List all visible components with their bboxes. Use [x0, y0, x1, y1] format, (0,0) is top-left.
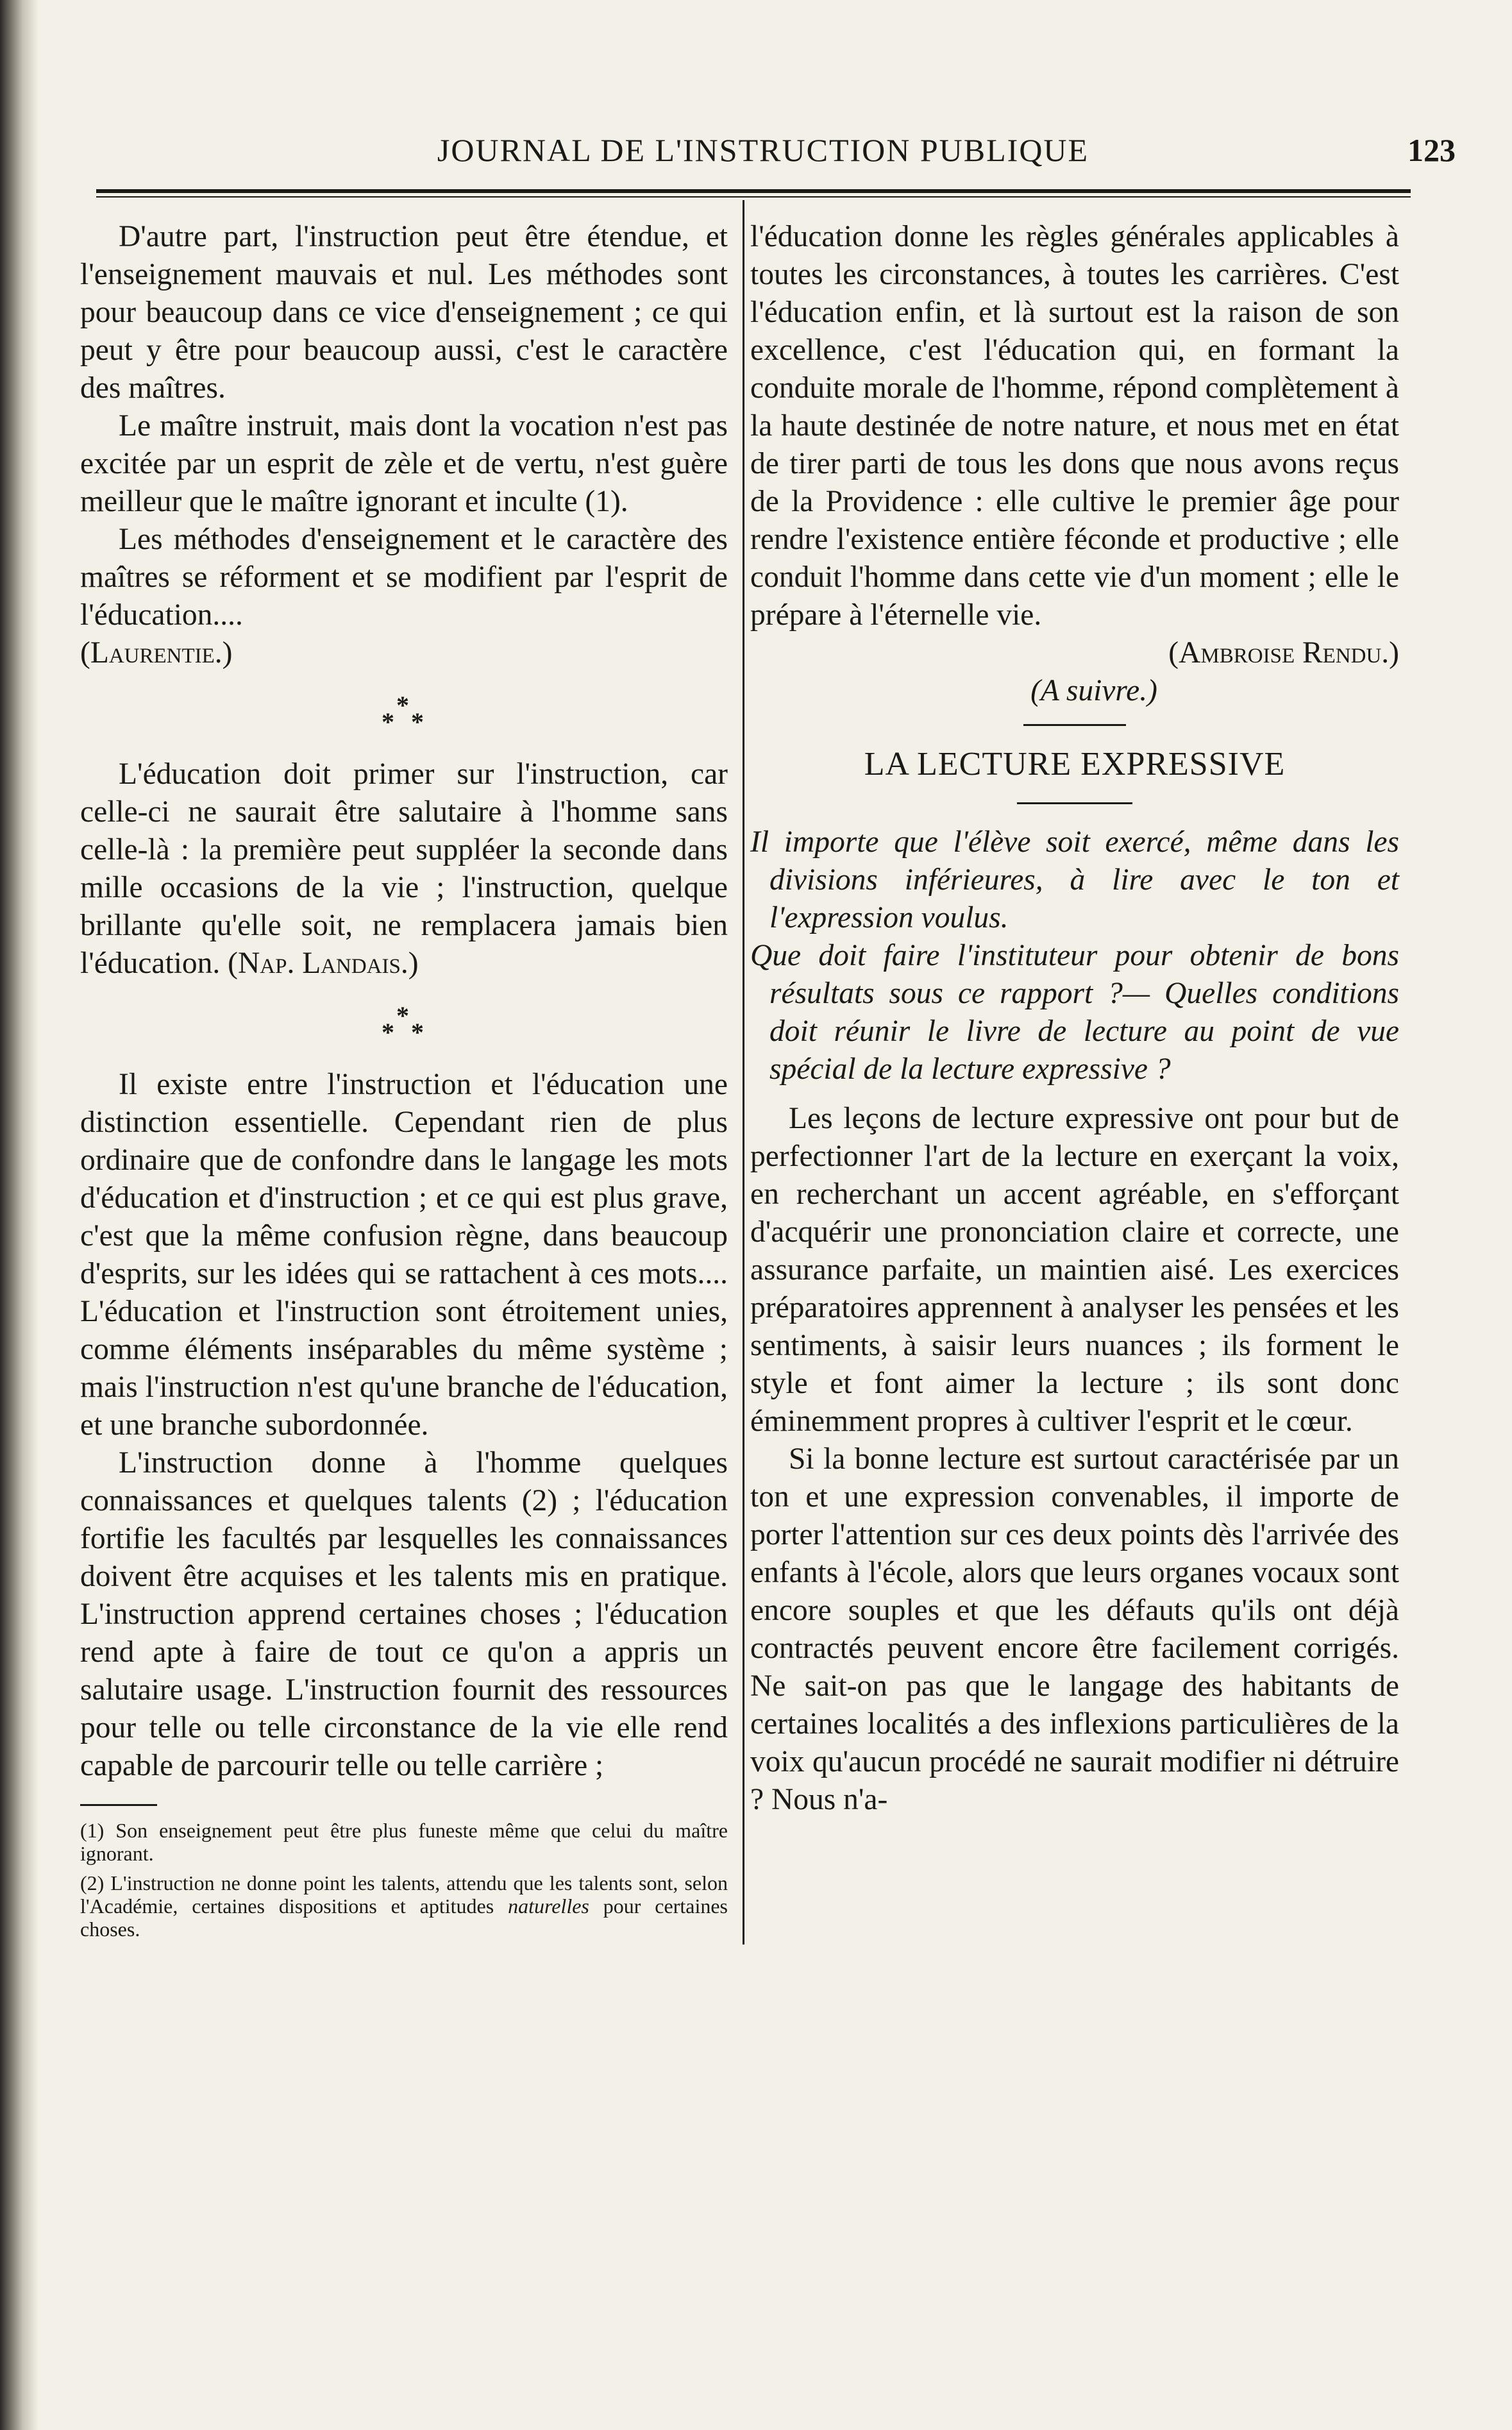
- asterism-star: *: [382, 707, 394, 736]
- footnote-1: (1) Son enseignement peut être plus funeste même que celui du maître ignorant.: [80, 1819, 728, 1865]
- attribution: (Ambroise Rendu.): [1168, 636, 1399, 670]
- footnote-rule: [80, 1804, 157, 1806]
- footnotes: [80, 1819, 728, 1941]
- page-header: [0, 131, 1512, 183]
- paragraph: [80, 755, 728, 983]
- asterism-star: *: [411, 1018, 424, 1047]
- running-title: JOURNAL DE L'INSTRUCTION PUBLIQUE: [437, 132, 1089, 168]
- paragraph: l'éducation donne les règles générales applicables à toutes les circonstances, à toutes les carrières. C'est l'éducation enfin, et là surtout est la raison de son excellence, c'est l'éducation qui, en formant la conduite morale de l'homme, répond complètement à la haute destinée de notre nature, et nous met en état de tirer parti de tous les dons que nous avons reçus de la Providence : elle cultive le premier âge pour rendre l'existence entière féconde et productive ; elle conduit l'homme dans cette vie d'un moment ; elle le prépare à l'éternelle vie.: [750, 220, 1399, 632]
- spacer: [750, 1088, 1399, 1100]
- paragraph: D'autre part, l'instruction peut être étendue, et l'enseignement mauvais et nul. Les méthodes sont pour beaucoup dans ce vice d'enseignement ; ce qui peut y être pour beaucoup aussi, c'est le caractère des maîtres.: [80, 220, 728, 405]
- asterism-star: *: [382, 1018, 394, 1047]
- to-be-continued: (A suivre.): [1030, 674, 1157, 707]
- column-divider: [743, 200, 744, 1945]
- left-column: [80, 218, 728, 1947]
- paragraph: Il existe entre l'instruction et l'éducation une distinction essentielle. Cependant rien de plus ordinaire que de confondre dans le langage les mots d'éducation et d'instruction ; et ce qui est plus grave, c'est que la même confusion règne, dans beaucoup d'esprits, sur les idées qui se rattachent à ces mots.... L'éducation et l'instruction sont étroitement unies, comme éléments inséparables du même système ; mais l'instruction n'est qu'une branche de l'éducation, et une branche subordonnée.: [80, 1068, 728, 1442]
- right-column: [750, 218, 1399, 1819]
- section-title: LA LECTURE EXPRESSIVE: [864, 746, 1286, 782]
- title-rule: [1017, 802, 1132, 804]
- subject-question: Que doit faire l'instituteur pour obtenir de bons résultats sous ce rapport ?— Quelles conditions doit réunir le livre de lecture au point de vue spécial de la lecture expressive ?: [750, 939, 1399, 1086]
- header-rule: [96, 189, 1411, 193]
- page-number: 123: [1407, 132, 1456, 168]
- paragraph: L'instruction donne à l'homme quelques connaissances et quelques talents (2) ; l'éducation fortifie les facultés par lesquelles les connaissances doivent être acquises et les talents mis en pratique. L'instruction apprend certaines choses ; l'éducation rend apte à faire de tout ce qu'on a appris un salutaire usage. L'instruction fournit des ressources pour telle ou telle circonstance de la vie elle rend capable de parcourir telle ou telle carrière ;: [80, 1446, 728, 1782]
- paragraph: Si la bonne lecture est surtout caractérisée par un ton et une expression convenables, il importe de porter l'attention sur ces deux points dès l'arrivée des enfants à l'école, alors que leurs organes vocaux sont encore souples et que les défauts qu'ils ont déjà contractés peuvent encore être facilement corrigés. Ne sait-on pas que le langage des habitants de certaines localités a des inflexions particulières de la voix qu'aucun procédé ne saurait modifier ni détruire ? Nous n'a-: [750, 1442, 1399, 1816]
- paragraph-text: Les méthodes d'enseignement et le caractère des maîtres se réforment et se modifient par l'esprit de l'éducation....: [80, 523, 728, 632]
- asterism-divider: [80, 672, 728, 755]
- attribution: (Nap. Landais.): [228, 947, 419, 980]
- attribution: (Laurentie.): [80, 636, 233, 670]
- paragraph-text: L'éducation doit primer sur l'instruction, car celle-ci ne saurait être salutaire à l'homme sans celle-là : la première peut suppléer la seconde dans mille occasions de la vie ; l'instruction, quelque brillante qu'elle soit, ne remplacera jamais bien l'éducation.: [80, 757, 728, 980]
- header-rule-thin: [96, 196, 1411, 198]
- asterism-star: *: [396, 691, 409, 720]
- paragraph: Les leçons de lecture expressive ont pour but de perfectionner l'art de la lecture en exerçant la voix, en recherchant un accent agréable, en s'efforçant d'acquérir une prononciation claire et correcte, une assurance parfaite, un maintien aisé. Les exercices préparatoires apprennent à analyser les pensées et les sentiments, à saisir leurs nuances ; ils forment le style et font aimer la lecture ; ils sont donc éminemment propres à cultiver l'esprit et le cœur.: [750, 1102, 1399, 1438]
- paragraph: [80, 521, 728, 672]
- asterism-star: *: [411, 707, 424, 736]
- footnote-2: (2) L'instruction ne donne point les talents, attendu que les talents sont, selon l'Académie, certaines dispositions et aptitudes naturelles pour certaines choses.: [80, 1871, 728, 1941]
- page-binding-edge: [0, 0, 38, 2430]
- subject-question: Il importe que l'élève soit exercé, même dans les divisions inférieures, à lire avec le ton et l'expression voulus.: [750, 825, 1399, 934]
- asterism-divider: [80, 983, 728, 1066]
- asterism-star: *: [396, 1001, 409, 1030]
- paragraph: Le maître instruit, mais dont la vocation n'est pas excitée par un esprit de zèle et de vertu, n'est guère meilleur que le maître ignorant et inculte (1).: [80, 409, 728, 518]
- ornamental-dash: [1023, 724, 1126, 726]
